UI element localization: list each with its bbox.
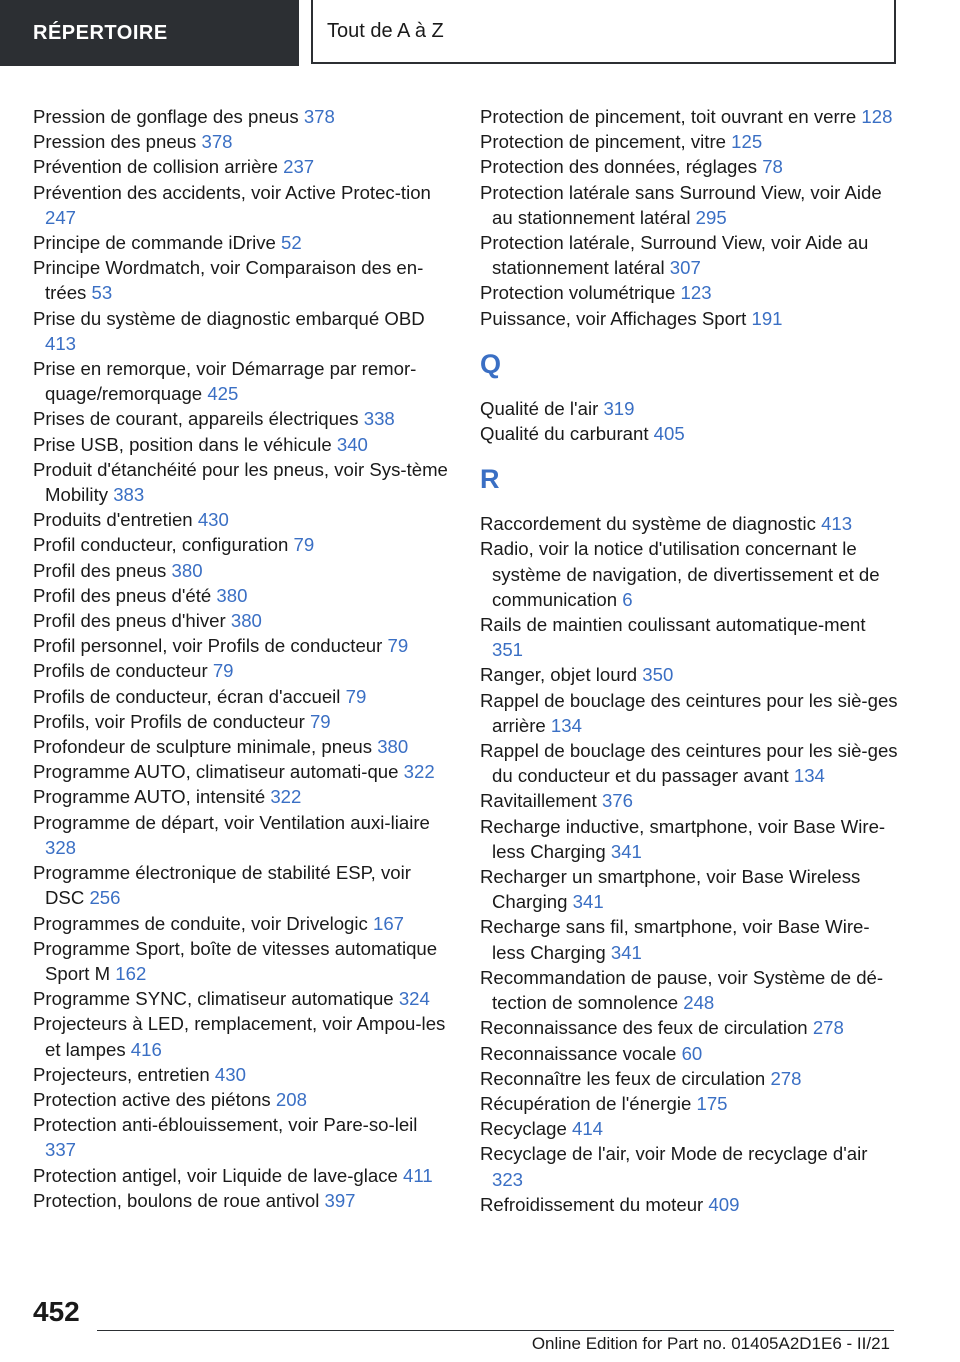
entry-text: Profil des pneus d'hiver: [33, 610, 226, 632]
index-entry: [33, 558, 453, 583]
index-entry: [480, 536, 900, 612]
index-entry: [33, 230, 453, 255]
entry-text: Ravitaillement: [480, 790, 597, 812]
index-entry: [33, 986, 453, 1011]
page-reference-link[interactable]: 134: [550, 714, 582, 736]
page-header: [0, 0, 960, 66]
entry-text: Protection de pincement, toit ouvrant en verre: [480, 106, 857, 127]
section-tab: [0, 0, 299, 66]
entry-text: Reconnaissance vocale: [480, 1042, 677, 1064]
chapter-title: Tout de A à Z: [327, 19, 444, 42]
page-reference-link[interactable]: 338: [363, 408, 395, 430]
index-entry: [33, 583, 453, 608]
index-column-left: [33, 104, 453, 1213]
index-entry: [33, 936, 453, 986]
footer-divider: [97, 1330, 894, 1331]
page-reference-link[interactable]: 324: [398, 988, 430, 1010]
entry-text: Refroidissement du moteur: [480, 1193, 704, 1215]
page-reference-link[interactable]: 123: [680, 282, 712, 304]
index-entry: [480, 914, 900, 964]
page-reference-link[interactable]: 79: [212, 660, 234, 682]
index-entry: [33, 406, 453, 431]
page-reference-link[interactable]: 378: [201, 131, 233, 153]
entry-text: Qualité de l'air: [480, 397, 599, 419]
entry-text: Profils de conducteur, écran d'accueil: [33, 685, 341, 707]
entry-text: Radio, voir la notice d'utilisation concernant le système de navigation, de divertissement et de communication: [480, 538, 880, 610]
page-reference-link[interactable]: 237: [283, 156, 315, 178]
index-entry: [33, 356, 453, 406]
index-entry: [33, 709, 453, 734]
page-reference-link[interactable]: 380: [171, 559, 203, 581]
entry-text: Recharge sans fil, smartphone, voir Base Wire-less Charging: [480, 916, 870, 963]
index-entry: [33, 457, 453, 507]
chapter-tab: [311, 0, 896, 64]
page-reference-link[interactable]: 430: [197, 509, 229, 531]
index-entry: [480, 180, 900, 230]
index-entry: [33, 684, 453, 709]
page-reference-link[interactable]: 78: [762, 156, 783, 178]
index-entry: [33, 154, 453, 179]
entry-text: Reconnaître les feux de circulation: [480, 1067, 766, 1089]
entry-text: Profils de conducteur: [33, 660, 208, 682]
entry-text: Protection anti-éblouissement, voir Pare-so-leil: [33, 1114, 418, 1136]
page-reference-link[interactable]: 376: [601, 790, 633, 812]
index-entry: [33, 810, 453, 860]
entry-text: Profil des pneus d'été: [33, 584, 212, 606]
index-entry: [480, 1015, 900, 1040]
index-entry: [33, 608, 453, 633]
index-entry: [480, 511, 900, 536]
page-reference-link[interactable]: 256: [89, 887, 121, 909]
page-reference-link[interactable]: 79: [345, 685, 367, 707]
entry-text: Programme AUTO, climatiseur automati-que: [33, 761, 399, 783]
entry-text: Protection latérale, Surround View, voir Aide au stationnement latéral: [480, 232, 869, 279]
entry-text: Rails de maintien coulissant automatique-ment: [480, 614, 866, 636]
entry-text: Profondeur de sculpture minimale, pneus: [33, 736, 373, 758]
index-entry: [480, 104, 900, 129]
page-reference-link[interactable]: 405: [653, 423, 685, 445]
entry-text: Protection latérale sans Surround View, voir Aide au stationnement latéral: [480, 181, 882, 228]
page-reference-link[interactable]: 247: [45, 206, 77, 228]
page-reference-link[interactable]: 79: [309, 710, 331, 732]
index-entry: [480, 814, 900, 864]
entry-text: Reconnaissance des feux de circulation: [480, 1017, 808, 1039]
entry-text: Prévention de collision arrière: [33, 156, 278, 178]
entry-text: Profil des pneus: [33, 559, 167, 581]
page-reference-link[interactable]: 323: [492, 1168, 524, 1190]
entry-text: Pression de gonflage des pneus: [33, 106, 299, 127]
entry-text: Programme de départ, voir Ventilation auxi-liaire: [33, 811, 430, 833]
entry-text: Protection antigel, voir Liquide de lave-glace: [33, 1164, 398, 1186]
entry-text: Qualité du carburant: [480, 423, 649, 445]
entry-text: Protection de pincement, vitre: [480, 131, 726, 153]
page-reference-link[interactable]: 351: [492, 639, 524, 661]
page-reference-link[interactable]: 128: [861, 106, 893, 127]
page-reference-link[interactable]: 322: [270, 786, 302, 808]
entry-text: Recyclage: [480, 1118, 567, 1140]
entry-text: Protection des données, réglages: [480, 156, 758, 178]
index-group-r: [480, 511, 900, 1217]
index-entry: [480, 280, 900, 305]
page-reference-link[interactable]: 380: [230, 610, 262, 632]
index-entry: [33, 734, 453, 759]
edition-note: Online Edition for Part no. 01405A2D1E6 - II/21: [531, 1334, 890, 1353]
entry-text: Recharger un smartphone, voir Base Wireless Charging: [480, 866, 861, 913]
entry-text: Programme Sport, boîte de vitesses automatique Sport M: [33, 937, 438, 984]
section-label: RÉPERTOIRE: [33, 21, 168, 44]
page-reference-link[interactable]: 380: [216, 584, 248, 606]
page-reference-link[interactable]: 383: [113, 484, 145, 506]
section-letter-q: Q: [480, 348, 502, 379]
entry-text: Programme SYNC, climatiseur automatique: [33, 988, 394, 1010]
entry-text: Projecteurs, entretien: [33, 1063, 210, 1085]
page-reference-link[interactable]: 328: [45, 836, 77, 858]
entry-text: Protection volumétrique: [480, 282, 676, 304]
page-reference-link[interactable]: 341: [572, 891, 604, 913]
page-reference-link[interactable]: 337: [45, 1139, 77, 1161]
entry-text: Rappel de bouclage des ceintures pour les siè-ges du conducteur et du passager avant: [480, 740, 898, 787]
index-entry: [33, 860, 453, 910]
page-reference-link[interactable]: 79: [387, 635, 409, 657]
entry-text: Recommandation de pause, voir Système de dé-tection de somnolence: [480, 966, 884, 1014]
entry-text: Raccordement du système de diagnostic: [480, 513, 816, 535]
page-reference-link[interactable]: 167: [373, 912, 405, 934]
entry-text: Programme électronique de stabilité ESP, voir DSC: [33, 862, 411, 909]
page-reference-link[interactable]: 6: [622, 588, 633, 610]
page-reference-link[interactable]: 134: [793, 765, 825, 787]
index-entry: [480, 230, 900, 280]
entry-text: Profil personnel, voir Profils de conducteur: [33, 635, 383, 657]
page-reference-link[interactable]: 380: [377, 736, 409, 758]
page-reference-link[interactable]: 430: [214, 1063, 246, 1085]
index-column-right: [480, 104, 900, 1217]
page-reference-link[interactable]: 378: [303, 106, 335, 127]
index-entry: [480, 1192, 900, 1217]
page-reference-link[interactable]: 414: [572, 1118, 604, 1140]
page-reference-link[interactable]: 341: [610, 941, 642, 963]
index-group-q: [480, 396, 900, 446]
page-reference-link[interactable]: 341: [610, 840, 642, 862]
index-entry: [33, 1163, 453, 1188]
page-reference-link[interactable]: 307: [669, 257, 701, 279]
page-reference-link[interactable]: 60: [681, 1042, 703, 1064]
page-number: 452: [33, 1296, 80, 1327]
index-entry: [480, 738, 900, 788]
page-reference-link[interactable]: 53: [91, 282, 113, 304]
entry-text: Rappel de bouclage des ceintures pour les siè-ges arrière: [480, 689, 898, 736]
index-entry: [480, 421, 900, 446]
page-reference-link[interactable]: 350: [642, 664, 674, 686]
index-entry: [480, 688, 900, 738]
page-reference-link[interactable]: 52: [281, 232, 302, 254]
index-entry: [480, 306, 900, 331]
index-entry: [480, 965, 900, 1015]
page-reference-link[interactable]: 295: [695, 206, 727, 228]
page-reference-link[interactable]: 409: [708, 1193, 740, 1215]
index-entry: [33, 507, 453, 532]
page-reference-link[interactable]: 319: [603, 397, 635, 419]
page-reference-link[interactable]: 413: [821, 513, 853, 535]
page-reference-link[interactable]: 278: [812, 1017, 844, 1039]
page-reference-link[interactable]: 411: [403, 1164, 433, 1186]
entry-text: Prise en remorque, voir Démarrage par remor-quage/remorquage: [33, 358, 417, 405]
page-reference-link[interactable]: 278: [770, 1067, 802, 1089]
page-reference-link[interactable]: 416: [130, 1038, 162, 1060]
entry-text: Profil conducteur, configuration: [33, 534, 289, 556]
index-entry: [480, 396, 900, 421]
entry-text: Produit d'étanchéité pour les pneus, voir Sys-tème Mobility: [33, 458, 448, 506]
index-entry: [33, 911, 453, 936]
index-entry: [33, 1011, 453, 1061]
page-reference-link[interactable]: 248: [683, 992, 715, 1014]
index-entry: [33, 104, 453, 129]
index-group-p-continued: [480, 104, 900, 331]
entry-text: Principe Wordmatch, voir Comparaison des en-trées: [33, 257, 424, 304]
entry-text: Protection active des piétons: [33, 1088, 271, 1110]
entry-text: Profils, voir Profils de conducteur: [33, 710, 305, 732]
index-entry: [480, 612, 900, 662]
page-reference-link[interactable]: 175: [696, 1092, 728, 1114]
index-entry: [33, 784, 453, 809]
entry-text: Prises de courant, appareils électriques: [33, 408, 359, 430]
index-entry: [33, 633, 453, 658]
index-entry: [33, 1087, 453, 1112]
index-entry: [480, 788, 900, 813]
index-entry: [33, 306, 453, 356]
entry-text: Prise du système de diagnostic embarqué OBD: [33, 307, 425, 329]
index-entry: [480, 129, 900, 154]
index-entry: [33, 1062, 453, 1087]
page-reference-link[interactable]: 79: [293, 534, 315, 556]
index-entry: [480, 1091, 900, 1116]
entry-text: Protection, boulons de roue antivol: [33, 1189, 320, 1211]
entry-text: Programme AUTO, intensité: [33, 786, 266, 808]
page-reference-link[interactable]: 322: [403, 761, 435, 783]
index-entry: [480, 1141, 900, 1191]
section-letter-r: R: [480, 464, 500, 495]
index-entry: [33, 532, 453, 557]
index-entry: [480, 1041, 900, 1066]
entry-text: Prévention des accidents, voir Active Protec-tion: [33, 181, 431, 203]
entry-text: Projecteurs à LED, remplacement, voir Ampou-les et lampes: [33, 1013, 446, 1060]
entry-text: Puissance, voir Affichages Sport: [480, 307, 747, 329]
index-entry: [480, 1116, 900, 1141]
index-entry: [480, 154, 900, 179]
page-reference-link[interactable]: 425: [207, 383, 239, 405]
page-reference-link[interactable]: 162: [115, 962, 147, 984]
entry-text: Produits d'entretien: [33, 509, 193, 531]
entry-text: Pression des pneus: [33, 131, 197, 153]
index-entry: [33, 129, 453, 154]
index-entry: [33, 432, 453, 457]
index-entry: [33, 1188, 453, 1213]
page-reference-link[interactable]: 125: [731, 131, 763, 153]
index-entry: [480, 864, 900, 914]
index-entry: [33, 180, 453, 230]
page-reference-link[interactable]: 340: [336, 433, 368, 455]
entry-text: Recyclage de l'air, voir Mode de recyclage d'air: [480, 1143, 868, 1165]
index-entry: [33, 658, 453, 683]
page-reference-link[interactable]: 413: [45, 332, 77, 354]
entry-text: Recharge inductive, smartphone, voir Base Wire-less Charging: [480, 815, 886, 862]
entry-text: Programmes de conduite, voir Drivelogic: [33, 912, 368, 934]
entry-text: Principe de commande iDrive: [33, 232, 276, 254]
index-entry: [33, 759, 453, 784]
entry-text: Prise USB, position dans le véhicule: [33, 433, 332, 455]
page-reference-link[interactable]: 397: [324, 1189, 356, 1211]
index-entry: [480, 1066, 900, 1091]
index-entry: [33, 255, 453, 305]
index-entry: [33, 1112, 453, 1162]
index-entry: [480, 662, 900, 687]
page-reference-link[interactable]: 191: [751, 307, 783, 329]
entry-text: Récupération de l'énergie: [480, 1092, 692, 1114]
entry-text: Ranger, objet lourd: [480, 664, 638, 686]
page-reference-link[interactable]: 208: [275, 1088, 307, 1110]
